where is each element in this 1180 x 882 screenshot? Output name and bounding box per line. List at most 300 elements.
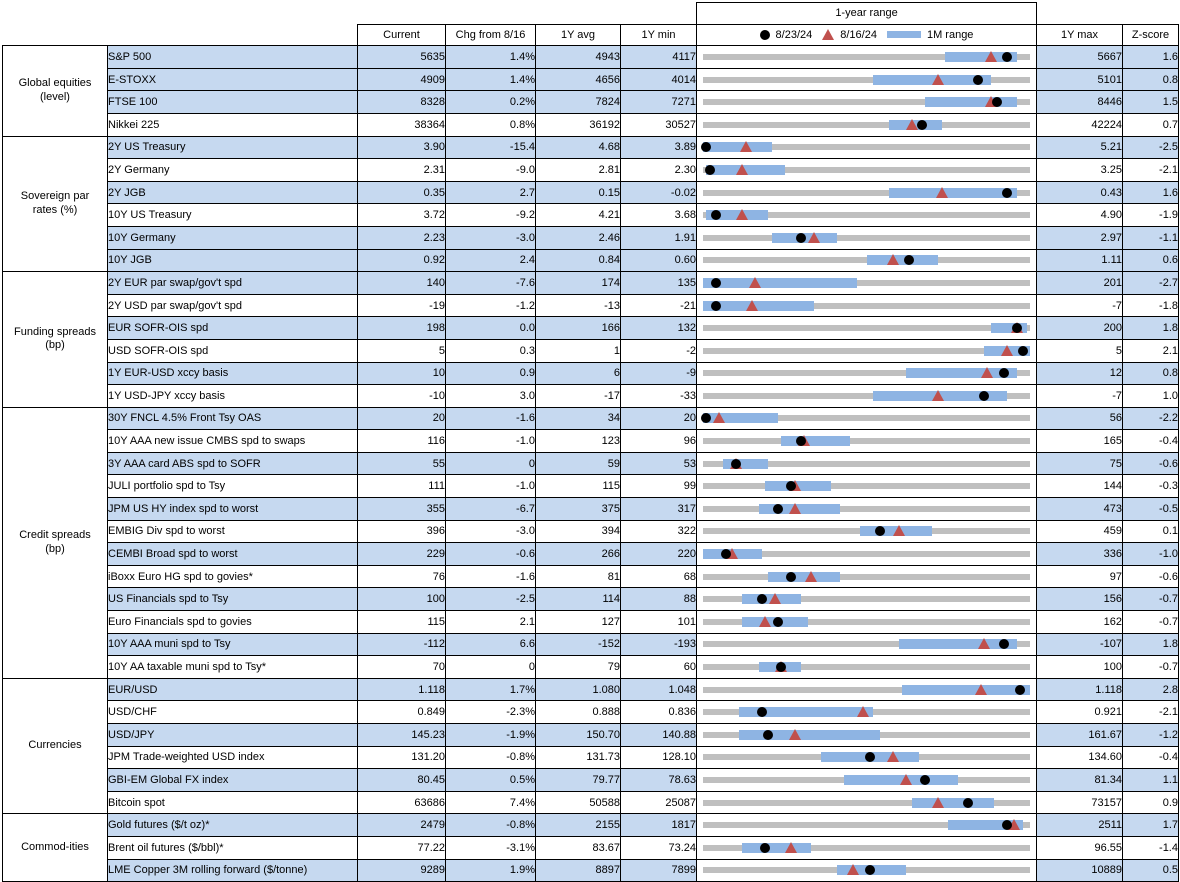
row-change: -1.9% — [446, 724, 536, 747]
row-1y-max: 2.97 — [1037, 226, 1123, 249]
row-label: EMBIG Div spd to worst — [108, 520, 358, 543]
row-1y-min: 3.89 — [621, 136, 697, 159]
row-1y-min: 88 — [621, 588, 697, 611]
row-label: 10Y JGB — [108, 249, 358, 272]
prior-week-marker-icon — [975, 684, 987, 695]
row-label: EUR SOFR-OIS spd — [108, 317, 358, 340]
row-zscore: -2.1 — [1123, 159, 1179, 182]
row-1y-max: 5101 — [1037, 68, 1123, 91]
row-1y-min: -21 — [621, 294, 697, 317]
prior-week-marker-icon — [932, 390, 944, 401]
prior-week-marker-icon — [887, 254, 899, 265]
row-1y-max: 42224 — [1037, 113, 1123, 136]
current-marker-icon — [711, 278, 721, 288]
prior-week-marker-icon — [857, 706, 869, 717]
row-current: 355 — [358, 498, 446, 521]
one-month-range-band — [703, 142, 772, 152]
row-label: 10Y AA taxable muni spd to Tsy* — [108, 656, 358, 679]
row-current: -112 — [358, 633, 446, 656]
range-chart-cell — [697, 430, 1037, 453]
row-1y-min: 1.91 — [621, 226, 697, 249]
range-chart-cell — [697, 46, 1037, 69]
legend-triangle-icon — [822, 29, 834, 40]
row-1y-min: 135 — [621, 272, 697, 295]
row-1y-max: 3.25 — [1037, 159, 1123, 182]
row-zscore: 2.1 — [1123, 339, 1179, 362]
row-label: 1Y EUR-USD xccy basis — [108, 362, 358, 385]
row-label: iBoxx Euro HG spd to govies* — [108, 565, 358, 588]
row-current: 70 — [358, 656, 446, 679]
row-1y-avg: 114 — [536, 588, 621, 611]
one-month-range-band — [889, 188, 1017, 198]
row-1y-max: 5 — [1037, 339, 1123, 362]
row-zscore: 1.1 — [1123, 769, 1179, 792]
row-1y-avg: 0.888 — [536, 701, 621, 724]
row-current: 2479 — [358, 814, 446, 837]
current-marker-icon — [731, 459, 741, 469]
row-1y-max: 56 — [1037, 407, 1123, 430]
range-track — [703, 664, 1030, 670]
range-legend — [697, 24, 1037, 46]
row-1y-avg: 166 — [536, 317, 621, 340]
row-change: 7.4% — [446, 791, 536, 814]
range-chart-cell — [697, 317, 1037, 340]
row-change: 0.0 — [446, 317, 536, 340]
spacer — [3, 24, 108, 46]
row-zscore: -1.8 — [1123, 294, 1179, 317]
row-1y-min: 99 — [621, 475, 697, 498]
current-marker-icon — [773, 617, 783, 627]
row-change: 0 — [446, 656, 536, 679]
row-1y-avg: -152 — [536, 633, 621, 656]
row-label: 30Y FNCL 4.5% Front Tsy OAS — [108, 407, 358, 430]
row-change: -15.4 — [446, 136, 536, 159]
row-1y-min: 30527 — [621, 113, 697, 136]
col-header-current: Current — [358, 24, 446, 46]
row-zscore: 0.6 — [1123, 249, 1179, 272]
table-row — [3, 249, 1179, 272]
row-label: 10Y Germany — [108, 226, 358, 249]
col-header-1y-avg: 1Y avg — [536, 24, 621, 46]
range-chart-cell — [697, 339, 1037, 362]
range-chart-cell — [697, 204, 1037, 227]
current-marker-icon — [1015, 685, 1025, 695]
row-zscore: -0.7 — [1123, 656, 1179, 679]
row-current: 131.20 — [358, 746, 446, 769]
range-chart-cell — [697, 836, 1037, 859]
table-row — [3, 475, 1179, 498]
row-1y-avg: 131.73 — [536, 746, 621, 769]
row-zscore: -0.6 — [1123, 452, 1179, 475]
row-change: -9.0 — [446, 159, 536, 182]
table-row — [3, 407, 1179, 430]
row-zscore: 0.8 — [1123, 362, 1179, 385]
row-zscore: 1.8 — [1123, 317, 1179, 340]
row-change: -3.1% — [446, 836, 536, 859]
row-1y-avg: 6 — [536, 362, 621, 385]
current-marker-icon — [757, 707, 767, 717]
row-1y-avg: 150.70 — [536, 724, 621, 747]
range-chart-cell — [697, 678, 1037, 701]
table-row — [3, 656, 1179, 679]
row-zscore: 0.5 — [1123, 859, 1179, 882]
row-1y-min: 2.30 — [621, 159, 697, 182]
row-change: -9.2 — [446, 204, 536, 227]
data-grid — [2, 2, 1179, 882]
prior-week-marker-icon — [932, 74, 944, 85]
table-row — [3, 91, 1179, 114]
group-label: Funding spreads (bp) — [3, 272, 108, 408]
row-zscore: -1.1 — [1123, 226, 1179, 249]
row-label: Brent oil futures ($/bbl)* — [108, 836, 358, 859]
row-label: JPM Trade-weighted USD index — [108, 746, 358, 769]
table-row — [3, 294, 1179, 317]
range-chart-cell — [697, 724, 1037, 747]
row-1y-avg: 83.67 — [536, 836, 621, 859]
current-marker-icon — [973, 75, 983, 85]
table-row — [3, 159, 1179, 182]
range-chart-cell — [697, 362, 1037, 385]
row-current: 1.118 — [358, 678, 446, 701]
row-label: 2Y Germany — [108, 159, 358, 182]
row-zscore: -0.3 — [1123, 475, 1179, 498]
table-row — [3, 385, 1179, 408]
group-label: Global equities (level) — [3, 46, 108, 136]
row-label: 10Y AAA muni spd to Tsy — [108, 633, 358, 656]
row-zscore: 0.7 — [1123, 113, 1179, 136]
row-1y-min: 7271 — [621, 91, 697, 114]
range-chart-cell — [697, 701, 1037, 724]
row-label: EUR/USD — [108, 678, 358, 701]
row-1y-max: 1.118 — [1037, 678, 1123, 701]
row-current: 0.92 — [358, 249, 446, 272]
row-change: 1.7% — [446, 678, 536, 701]
row-1y-avg: 8897 — [536, 859, 621, 882]
row-zscore: 2.8 — [1123, 678, 1179, 701]
row-change: 0.9 — [446, 362, 536, 385]
row-1y-min: 4014 — [621, 68, 697, 91]
row-1y-max: 1.11 — [1037, 249, 1123, 272]
range-chart-cell — [697, 769, 1037, 792]
spacer — [3, 3, 108, 25]
row-1y-min: 101 — [621, 611, 697, 634]
current-marker-icon — [760, 843, 770, 853]
row-1y-avg: 79 — [536, 656, 621, 679]
row-change: -1.0 — [446, 430, 536, 453]
row-1y-avg: 4.68 — [536, 136, 621, 159]
row-1y-max: -7 — [1037, 294, 1123, 317]
row-1y-max: 10889 — [1037, 859, 1123, 882]
row-zscore: -0.6 — [1123, 565, 1179, 588]
row-change: 6.6 — [446, 633, 536, 656]
table-row — [3, 565, 1179, 588]
row-change: 1.4% — [446, 68, 536, 91]
row-1y-avg: 0.84 — [536, 249, 621, 272]
row-1y-avg: -13 — [536, 294, 621, 317]
row-zscore: 1.0 — [1123, 385, 1179, 408]
current-marker-icon — [1002, 188, 1012, 198]
row-current: 4909 — [358, 68, 446, 91]
row-1y-max: 2511 — [1037, 814, 1123, 837]
row-current: 3.72 — [358, 204, 446, 227]
row-current: 111 — [358, 475, 446, 498]
row-zscore: 1.5 — [1123, 91, 1179, 114]
prior-week-marker-icon — [789, 503, 801, 514]
row-1y-min: -33 — [621, 385, 697, 408]
row-1y-min: 60 — [621, 656, 697, 679]
row-1y-min: 0.60 — [621, 249, 697, 272]
row-1y-min: 220 — [621, 543, 697, 566]
row-label: LME Copper 3M rolling forward ($/tonne) — [108, 859, 358, 882]
prior-week-marker-icon — [981, 367, 993, 378]
row-1y-avg: 174 — [536, 272, 621, 295]
prior-week-marker-icon — [769, 593, 781, 604]
row-1y-min: 0.836 — [621, 701, 697, 724]
table-row — [3, 836, 1179, 859]
row-current: 115 — [358, 611, 446, 634]
group-label: Sovereign par rates (%) — [3, 136, 108, 272]
table-row — [3, 272, 1179, 295]
row-1y-avg: 4.21 — [536, 204, 621, 227]
row-1y-max: 201 — [1037, 272, 1123, 295]
row-1y-avg: 7824 — [536, 91, 621, 114]
prior-week-marker-icon — [887, 751, 899, 762]
row-1y-min: 73.24 — [621, 836, 697, 859]
row-1y-max: 156 — [1037, 588, 1123, 611]
row-change: -1.0 — [446, 475, 536, 498]
table-row — [3, 113, 1179, 136]
prior-week-marker-icon — [847, 864, 859, 875]
row-1y-min: -2 — [621, 339, 697, 362]
row-change: 2.1 — [446, 611, 536, 634]
spacer — [446, 3, 536, 25]
market-monitor-table — [0, 2, 1180, 877]
row-1y-max: 5.21 — [1037, 136, 1123, 159]
row-label: 2Y JGB — [108, 181, 358, 204]
spacer — [358, 3, 446, 25]
row-change: -0.8% — [446, 814, 536, 837]
range-track — [703, 574, 1030, 580]
range-chart-cell — [697, 543, 1037, 566]
row-zscore: -1.9 — [1123, 204, 1179, 227]
row-1y-avg: 123 — [536, 430, 621, 453]
range-chart-cell — [697, 294, 1037, 317]
row-current: 80.45 — [358, 769, 446, 792]
current-marker-icon — [963, 798, 973, 808]
table-row — [3, 362, 1179, 385]
prior-week-marker-icon — [746, 300, 758, 311]
row-1y-avg: -17 — [536, 385, 621, 408]
table-row — [3, 588, 1179, 611]
row-1y-max: 336 — [1037, 543, 1123, 566]
row-1y-min: 7899 — [621, 859, 697, 882]
row-1y-max: 473 — [1037, 498, 1123, 521]
range-chart-cell — [697, 91, 1037, 114]
row-1y-avg: 4943 — [536, 46, 621, 69]
prior-week-marker-icon — [713, 412, 725, 423]
row-1y-min: 78.63 — [621, 769, 697, 792]
row-current: 100 — [358, 588, 446, 611]
row-change: 0.3 — [446, 339, 536, 362]
table-row — [3, 46, 1179, 69]
col-header-change: Chg from 8/16 — [446, 24, 536, 46]
row-1y-max: 0.43 — [1037, 181, 1123, 204]
range-track — [703, 235, 1030, 241]
row-zscore: -0.7 — [1123, 611, 1179, 634]
current-marker-icon — [711, 301, 721, 311]
row-current: 229 — [358, 543, 446, 566]
row-1y-min: 140.88 — [621, 724, 697, 747]
range-chart-cell — [697, 859, 1037, 882]
row-1y-max: 161.67 — [1037, 724, 1123, 747]
table-row — [3, 769, 1179, 792]
row-zscore: -0.5 — [1123, 498, 1179, 521]
row-label: USD SOFR-OIS spd — [108, 339, 358, 362]
prior-week-marker-icon — [808, 232, 820, 243]
row-1y-min: 68 — [621, 565, 697, 588]
row-change: -1.6 — [446, 565, 536, 588]
row-1y-max: 75 — [1037, 452, 1123, 475]
one-month-range-band — [867, 255, 939, 265]
col-header-zscore: Z-score — [1123, 24, 1179, 46]
row-change: -1.2 — [446, 294, 536, 317]
table-row — [3, 339, 1179, 362]
row-1y-avg: 1.080 — [536, 678, 621, 701]
row-zscore: 0.8 — [1123, 68, 1179, 91]
range-chart-cell — [697, 249, 1037, 272]
row-label: US Financials spd to Tsy — [108, 588, 358, 611]
row-change: -7.6 — [446, 272, 536, 295]
row-1y-min: 322 — [621, 520, 697, 543]
table-row — [3, 520, 1179, 543]
row-label: GBI-EM Global FX index — [108, 769, 358, 792]
row-label: 2Y US Treasury — [108, 136, 358, 159]
range-chart-cell — [697, 656, 1037, 679]
table-row — [3, 136, 1179, 159]
one-month-range-band — [739, 730, 880, 740]
spacer — [108, 24, 358, 46]
range-chart-cell — [697, 159, 1037, 182]
row-change: 3.0 — [446, 385, 536, 408]
group-label: Credit spreads (bp) — [3, 407, 108, 678]
range-chart-cell — [697, 226, 1037, 249]
group-label: Currencies — [3, 678, 108, 814]
row-label: 10Y US Treasury — [108, 204, 358, 227]
row-1y-avg: 81 — [536, 565, 621, 588]
range-track — [703, 348, 1030, 354]
row-current: 2.31 — [358, 159, 446, 182]
range-chart-cell — [697, 520, 1037, 543]
range-chart-cell — [697, 407, 1037, 430]
table-row — [3, 791, 1179, 814]
row-1y-min: 1817 — [621, 814, 697, 837]
one-month-range-band — [912, 798, 994, 808]
row-change: 1.9% — [446, 859, 536, 882]
row-zscore: 1.7 — [1123, 814, 1179, 837]
legend-band-label: 1M range — [926, 28, 974, 41]
row-1y-max: 162 — [1037, 611, 1123, 634]
row-zscore: -2.2 — [1123, 407, 1179, 430]
row-1y-avg: 50588 — [536, 791, 621, 814]
table-row — [3, 701, 1179, 724]
row-zscore: 0.9 — [1123, 791, 1179, 814]
row-1y-avg: 2.46 — [536, 226, 621, 249]
row-zscore: -1.0 — [1123, 543, 1179, 566]
prior-week-marker-icon — [736, 209, 748, 220]
row-1y-avg: 115 — [536, 475, 621, 498]
row-1y-avg: 36192 — [536, 113, 621, 136]
spacer — [108, 3, 358, 25]
row-label: Nikkei 225 — [108, 113, 358, 136]
row-1y-avg: 2155 — [536, 814, 621, 837]
row-1y-avg: 375 — [536, 498, 621, 521]
row-current: 396 — [358, 520, 446, 543]
row-current: 145.23 — [358, 724, 446, 747]
row-zscore: -0.4 — [1123, 430, 1179, 453]
group-label: Commod-ities — [3, 814, 108, 882]
row-change: -0.6 — [446, 543, 536, 566]
row-1y-avg: 0.15 — [536, 181, 621, 204]
range-chart-cell — [697, 611, 1037, 634]
row-current: 77.22 — [358, 836, 446, 859]
row-1y-max: -7 — [1037, 385, 1123, 408]
row-1y-max: 459 — [1037, 520, 1123, 543]
table-row — [3, 633, 1179, 656]
row-1y-avg: 4656 — [536, 68, 621, 91]
row-label: 2Y USD par swap/gov't spd — [108, 294, 358, 317]
row-1y-max: 4.90 — [1037, 204, 1123, 227]
row-current: 38364 — [358, 113, 446, 136]
current-marker-icon — [786, 572, 796, 582]
row-label: 3Y AAA card ABS spd to SOFR — [108, 452, 358, 475]
range-track — [703, 483, 1030, 489]
row-1y-max: 144 — [1037, 475, 1123, 498]
row-1y-min: -0.02 — [621, 181, 697, 204]
row-zscore: -0.4 — [1123, 746, 1179, 769]
range-title: 1-year range — [697, 3, 1037, 25]
row-label: JULI portfolio spd to Tsy — [108, 475, 358, 498]
table-row — [3, 181, 1179, 204]
row-change: 2.4 — [446, 249, 536, 272]
row-current: 140 — [358, 272, 446, 295]
prior-week-marker-icon — [893, 525, 905, 536]
row-zscore: 1.6 — [1123, 181, 1179, 204]
row-1y-min: 53 — [621, 452, 697, 475]
range-chart-cell — [697, 588, 1037, 611]
one-month-range-band — [742, 843, 811, 853]
row-current: 9289 — [358, 859, 446, 882]
row-label: JPM US HY index spd to worst — [108, 498, 358, 521]
row-label: 2Y EUR par swap/gov't spd — [108, 272, 358, 295]
row-1y-avg: 2.81 — [536, 159, 621, 182]
prior-week-marker-icon — [805, 571, 817, 582]
table-row — [3, 317, 1179, 340]
prior-week-marker-icon — [932, 797, 944, 808]
row-1y-max: 100 — [1037, 656, 1123, 679]
row-1y-avg: 59 — [536, 452, 621, 475]
row-current: 10 — [358, 362, 446, 385]
range-chart-cell — [697, 814, 1037, 837]
row-1y-max: 200 — [1037, 317, 1123, 340]
legend-triangle-label: 8/16/24 — [840, 28, 877, 41]
prior-week-marker-icon — [759, 616, 771, 627]
row-current: 0.35 — [358, 181, 446, 204]
range-chart-cell — [697, 68, 1037, 91]
row-1y-max: 12 — [1037, 362, 1123, 385]
current-marker-icon — [796, 233, 806, 243]
range-chart-cell — [697, 746, 1037, 769]
prior-week-marker-icon — [789, 729, 801, 740]
